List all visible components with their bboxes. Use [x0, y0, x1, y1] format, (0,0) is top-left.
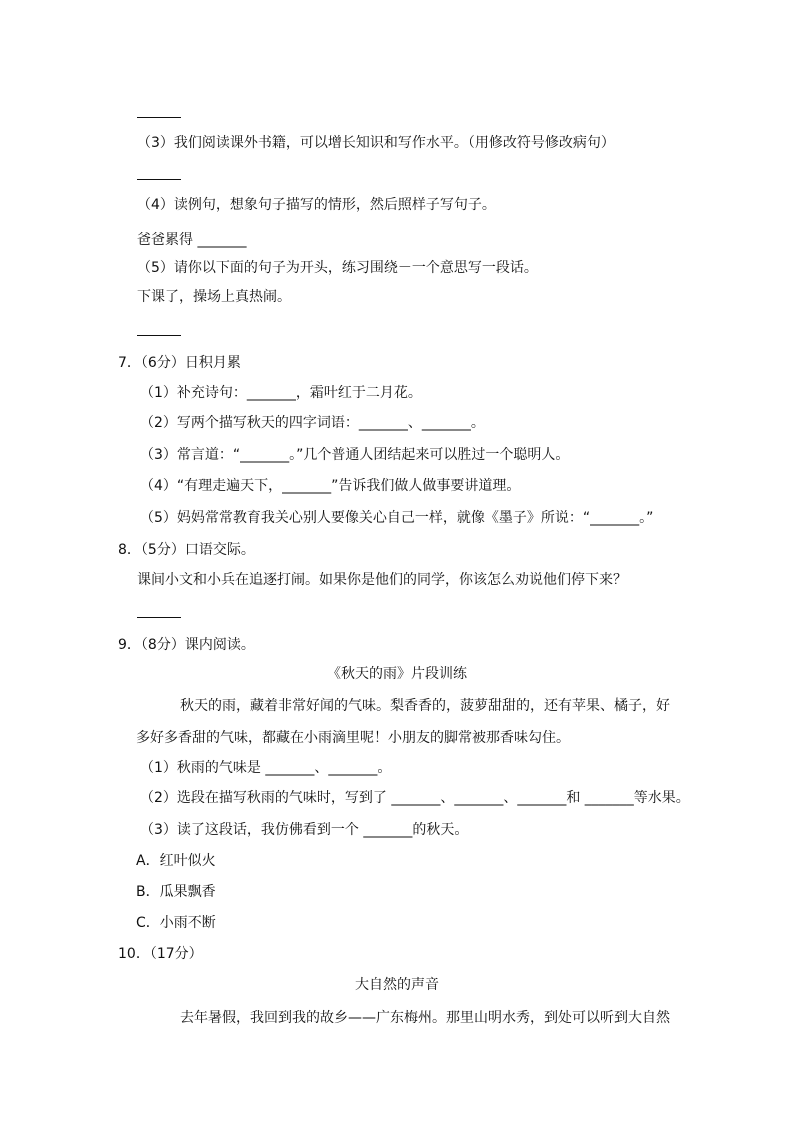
q10-paragraph-line: 去年暑假，我回到我的故乡——广东梅州。那里山明水秀，到处可以听到大自然	[180, 1010, 670, 1026]
answer-blank[interactable]	[137, 335, 181, 336]
answer-blank[interactable]	[137, 617, 181, 618]
q8-text: 课间小文和小兵在追逐打闹。如果你是他们的同学，你该怎么劝说他们停下来？	[137, 572, 627, 588]
q6-item4: （4）读例句，想象句子描写的情形，然后照样子写句子。	[137, 197, 496, 213]
q9-item-1: （1）秋雨的气味是 _______、_______。	[140, 760, 392, 776]
q7-item-4: （4）“有理走遍天下，_______”告诉我们做人做事要讲道理。	[140, 478, 521, 494]
q7-item-5: （5）妈妈常常教育我关心别人要像关心自己一样，就像《墨子》所说：“_______。”	[140, 510, 654, 526]
q9-item-3: （3）读了这段话，我仿佛看到一个 _______的秋天。	[140, 822, 469, 838]
q7-item-2: （2）写两个描写秋天的四字词语：_______、_______。	[140, 415, 485, 431]
q6-item5-line: 下课了，操场上真热闹。	[137, 289, 291, 305]
q7-item-3: （3）常言道：“_______。”几个普通人团结起来可以胜过一个聪明人。	[140, 447, 570, 463]
q9-item-2: （2）选段在描写秋雨的气味时，写到了 _______、_______、_______和 _______等水果。	[140, 790, 690, 806]
answer-blank[interactable]	[137, 179, 181, 180]
q10-heading: 10．（17分）	[118, 946, 203, 962]
q9-passage-title: 《秋天的雨》片段训练	[327, 666, 467, 682]
q6-item4-line: 爸爸累得 _______	[137, 232, 247, 248]
q6-item5: （5）请你以下面的句子为开头，练习围绕－一个意思写一段话。	[137, 260, 538, 276]
option-c[interactable]: C．小雨不断	[136, 915, 216, 931]
option-a[interactable]: A．红叶似火	[136, 853, 216, 869]
option-b[interactable]: B．瓜果飘香	[136, 884, 216, 900]
q7-item-1: （1）补充诗句：_______，霜叶红于二月花。	[140, 385, 422, 401]
q8-heading: 8．（5分）口语交际。	[118, 542, 255, 558]
q9-paragraph-line: 多好多香甜的气味，都藏在小雨滴里呢！小朋友的脚常被那香味勾住。	[136, 730, 570, 746]
q7-heading: 7．（6分）日积月累	[118, 355, 241, 371]
q9-heading: 9．（8分）课内阅读。	[118, 637, 255, 653]
q10-passage-title: 大自然的声音	[355, 977, 439, 993]
q6-item3: （3）我们阅读课外书籍，可以增长知识和写作水平。（用修改符号修改病句）	[137, 135, 615, 151]
q9-paragraph-line: 秋天的雨，藏着非常好闻的气味。梨香香的，菠萝甜甜的，还有苹果、橘子，好	[180, 698, 670, 714]
answer-blank[interactable]	[137, 117, 181, 118]
